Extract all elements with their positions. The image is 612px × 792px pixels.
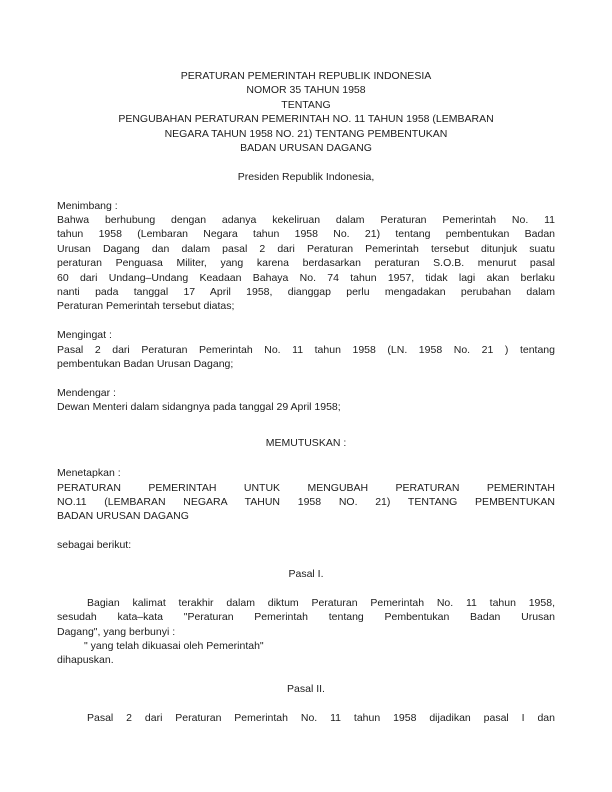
pasal-1-heading: Pasal I. <box>288 567 324 580</box>
paragraph-line: PERATURAN PEMERINTAH UNTUK MENGUBAH PERATURAN PEMERINTAH <box>57 481 555 494</box>
paragraph-line: nanti pada tanggal 17 April 1958, dianggap perlu mengadakan perubahan dalam <box>57 286 555 299</box>
section-menetapkan <box>57 466 555 524</box>
section-label: Mengingat : <box>57 329 112 342</box>
paragraph-line: Bagian kalimat terakhir dalam diktum Peraturan Pemerintah No. 11 tahun 1958, <box>87 596 555 609</box>
paragraph-line: Bahwa berhubung dengan adanya kekeliruan dalam Peraturan Pemerintah No. 11 <box>57 214 555 227</box>
section-mengingat <box>57 328 555 371</box>
pasal-2-heading: Pasal II. <box>287 683 325 696</box>
paragraph-line: Pasal 2 dari Peraturan Pemerintah No. 11 tahun 1958 dijadikan pasal I dan <box>87 711 555 724</box>
paragraph-line: NO.11 (LEMBARAN NEGARA TAHUN 1958 NO. 21) TENTANG PEMBENTUKAN <box>57 495 555 508</box>
paragraph-line: Urusan Dagang dan dalam pasal 2 dari Peraturan Pemerintah tersebut ditunjuk suatu <box>57 242 555 255</box>
paragraph-line: peraturan Penguasa Militer, yang karena berdasarkan peraturan S.O.B. menurut pasal <box>57 257 555 270</box>
title-line: BADAN URUSAN DAGANG <box>240 142 372 155</box>
paragraph-line: BADAN URUSAN DAGANG <box>57 510 189 523</box>
paragraph-line: 60 dari Undang–Undang Keadaan Bahaya No. 74 tahun 1957, tidak lagi akan berlaku <box>57 271 555 284</box>
paragraph-line: Pasal 2 dari Peraturan Pemerintah No. 11 tahun 1958 (LN. 1958 No. 21 ) tentang <box>57 343 555 356</box>
memutuskan-heading: MEMUTUSKAN : <box>265 436 347 449</box>
section-label: Mendengar : <box>57 386 116 399</box>
section-menimbang <box>57 199 555 314</box>
paragraph-line: tahun 1958 (Lembaran Negara tahun 1958 No. 21) tentang pembentukan Badan <box>57 228 555 241</box>
paragraph-line: sesudah kata–kata "Peraturan Pemerintah tentang Pembentukan Badan Urusan <box>57 611 555 624</box>
sebagai-berikut-line: sebagai berikut: <box>57 539 132 552</box>
section-label: Menimbang : <box>57 199 118 212</box>
section-mendengar <box>57 386 555 415</box>
pasal-2-body <box>57 711 555 725</box>
paragraph-line: pembentukan Badan Urusan Dagang; <box>57 358 234 371</box>
title-line: NEGARA TAHUN 1958 NO. 21) TENTANG PEMBENTUKAN <box>164 127 448 140</box>
pasal-1-body <box>57 596 555 668</box>
paragraph-line: Dagang", yang berbunyi : <box>57 625 176 638</box>
paragraph-line: Dewan Menteri dalam sidangnya pada tanggal 29 April 1958; <box>57 401 341 414</box>
title-line: NOMOR 35 TAHUN 1958 <box>246 84 366 97</box>
title-line: PENGUBAHAN PERATURAN PEMERINTAH NO. 11 TAHUN 1958 (LEMBARAN <box>118 113 494 126</box>
salutation: Presiden Republik Indonesia, <box>237 170 375 183</box>
title-line: TENTANG <box>281 98 331 111</box>
quoted-line: " yang telah dikuasai oleh Pemerintah" <box>84 639 264 652</box>
section-label: Menetapkan : <box>57 467 121 480</box>
paragraph-line: Peraturan Pemerintah tersebut diatas; <box>57 300 235 313</box>
title-line: PERATURAN PEMERINTAH REPUBLIK INDONESIA <box>180 70 432 82</box>
paragraph-line: dihapuskan. <box>57 654 114 667</box>
document-title <box>57 69 555 155</box>
